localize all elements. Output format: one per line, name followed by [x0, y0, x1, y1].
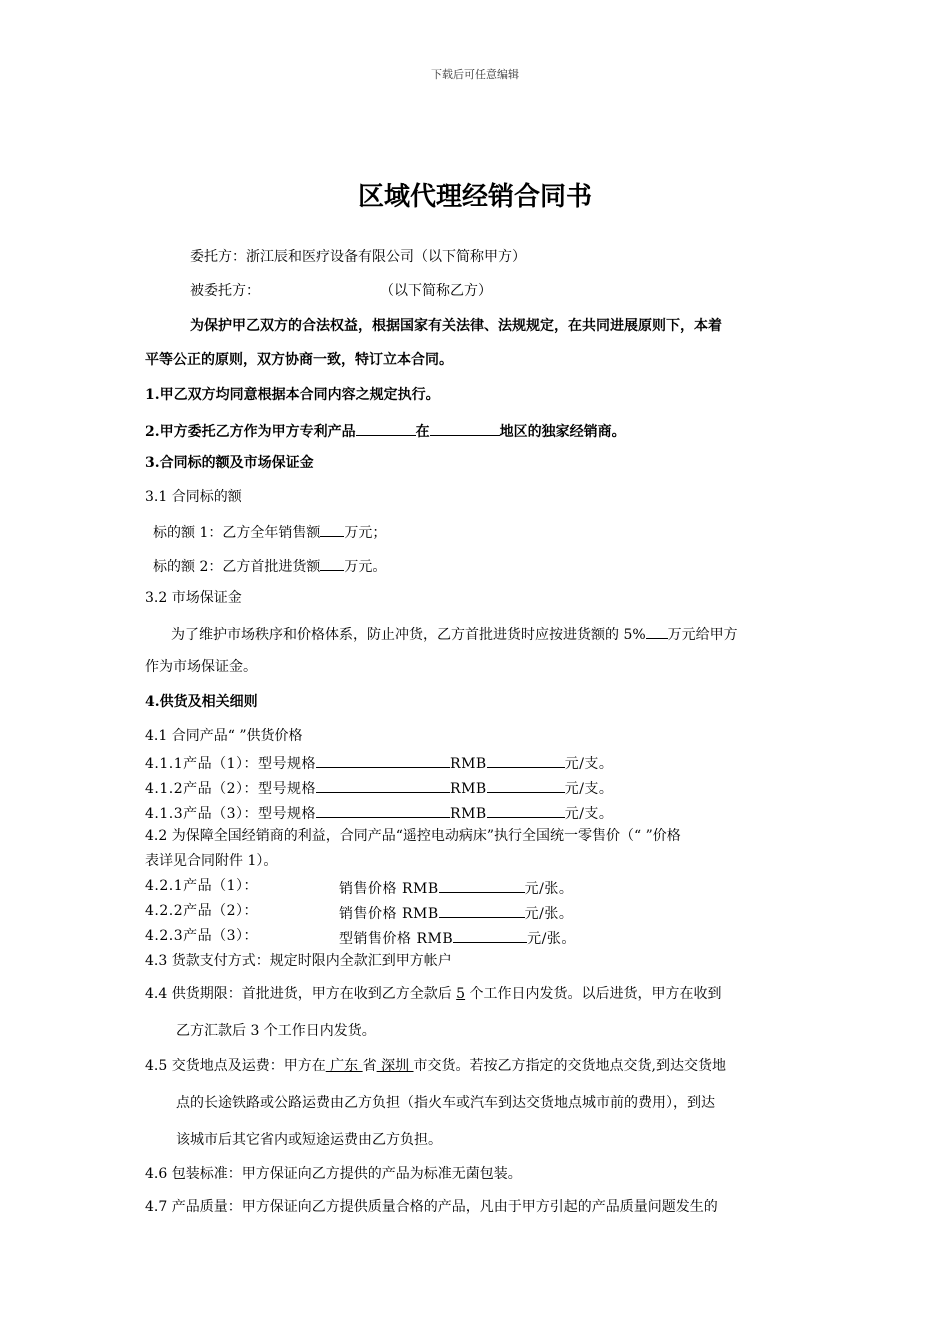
agent-suffix: （以下简称乙方）: [380, 283, 492, 299]
clause-4-heading: 4.供货及相关细则: [145, 694, 258, 710]
clause-2-text-b: 在: [415, 424, 430, 440]
retail-price-1-value: [339, 877, 573, 898]
supply-3-price-blank[interactable]: [487, 802, 565, 818]
clause-4-5-line-1: [145, 1057, 726, 1075]
supply-2-label: 4.1.2产品（2）：型号规格: [145, 781, 317, 797]
target-1-unit: 万元；: [344, 525, 387, 541]
preamble-line-2: 平等公正的原则，双方协商一致，特订立本合同。: [145, 352, 453, 368]
retail-1-price-blank[interactable]: [439, 877, 525, 893]
retail-3-label: 4.2.3产品（3）：: [145, 928, 259, 944]
deposit-line-1: [171, 623, 738, 644]
price-label: 销售价格 RMB: [339, 881, 439, 897]
delivery-text: 4.4 供货期限：首批进货，甲方在收到乙方全款后: [145, 986, 457, 1002]
supply-2-price-blank[interactable]: [487, 777, 565, 793]
clause-2: [145, 420, 626, 441]
clause-4-2-line-2: 表详见合同附件 1）。: [145, 853, 278, 869]
product-blank[interactable]: [356, 420, 416, 436]
client-party: 委托方：浙江辰和医疗设备有限公司（以下简称甲方）: [190, 249, 526, 265]
delivery-place-text: 4.5 交货地点及运费：甲方在: [145, 1058, 326, 1074]
unit-label: 元/张。: [524, 906, 574, 922]
supply-price-2: [145, 777, 613, 798]
deposit-text: 为了维护市场秩序和价格体系，防止冲货，乙方首批进货时应按进货额的 5%: [171, 627, 646, 643]
supply-price-3: [145, 802, 613, 823]
first-order-blank[interactable]: [320, 555, 344, 571]
clause-2-text-c: 地区的独家经销商。: [499, 424, 626, 440]
region-blank[interactable]: [430, 420, 500, 436]
unit-label: 元/支。: [564, 756, 614, 772]
rmb-label: RMB: [450, 756, 487, 772]
model-spec-1-blank[interactable]: [316, 752, 450, 768]
target-2-unit: 万元。: [344, 559, 387, 575]
target-1-label: 标的额 1：乙方全年销售额: [153, 525, 321, 541]
retail-price-3: [145, 927, 258, 945]
clause-4-6: 4.6 包装标准：甲方保证向乙方提供的产品为标准无菌包装。: [145, 1166, 522, 1182]
deposit-line-2: 作为市场保证金。: [145, 659, 257, 675]
clause-2-text-a: 2.甲方委托乙方作为甲方专利产品: [145, 424, 356, 440]
clause-1: 1.甲乙双方均同意根据本合同内容之规定执行。: [145, 387, 440, 403]
supply-1-label: 4.1.1产品（1）：型号规格: [145, 756, 317, 772]
page-header: 下载后可任意编辑: [431, 68, 519, 81]
rmb-label: RMB: [450, 781, 487, 797]
price-label: 型销售价格 RMB: [339, 931, 454, 947]
supply-1-price-blank[interactable]: [487, 752, 565, 768]
supply-3-label: 4.1.3产品（3）：型号规格: [145, 806, 317, 822]
delivery-place-post: 市交货。若按乙方指定的交货地点交货,到达交货地: [413, 1058, 726, 1074]
document-title: 区域代理经销合同书: [357, 182, 592, 212]
model-spec-2-blank[interactable]: [316, 777, 450, 793]
clause-4-5-line-3: 该城市后其它省内或短途运费由乙方负担。: [176, 1132, 442, 1148]
target-2-label: 标的额 2：乙方首批进货额: [153, 559, 321, 575]
clause-4-3: 4.3 货款支付方式：规定时限内全款汇到甲方帐户: [145, 953, 452, 969]
clause-3-heading: 3.合同标的额及市场保证金: [145, 455, 314, 471]
clause-4-2-line-1: 4.2 为保障全国经销商的利益，合同产品“遥控电动病床”执行全国统一零售价（“ ”价格: [145, 828, 681, 844]
clause-3-2: 3.2 市场保证金: [145, 590, 242, 606]
clause-4-4-line-2: 乙方汇款后 3 个工作日内发货。: [176, 1023, 376, 1039]
retail-2-label: 4.2.2产品（2）：: [145, 903, 259, 919]
unit-label: 元/支。: [564, 806, 614, 822]
target-amount-2: [153, 555, 386, 576]
delivery-province: 广东: [325, 1058, 363, 1074]
clause-3-1: 3.1 合同标的额: [145, 489, 242, 505]
unit-label: 元/支。: [564, 781, 614, 797]
target-amount-1: [153, 521, 386, 542]
retail-2-price-blank[interactable]: [439, 902, 525, 918]
unit-label: 元/张。: [524, 881, 574, 897]
delivery-days: 5: [456, 986, 466, 1002]
province-suffix: 省: [362, 1058, 377, 1074]
delivery-text-post: 个工作日内发货。以后进货，甲方在收到: [465, 986, 722, 1002]
supply-price-1: [145, 752, 613, 773]
clause-4-1: 4.1 合同产品“ ”供货价格: [145, 728, 303, 744]
clause-4-4-line-1: [145, 985, 722, 1003]
preamble-line-1: 为保护甲乙双方的合法权益，根据国家有关法律、法规规定，在共同进展原则下，本着: [190, 318, 722, 334]
retail-1-label: 4.2.1产品（1）：: [145, 878, 259, 894]
retail-price-1: [145, 877, 258, 895]
unit-label: 元/张。: [527, 931, 576, 947]
retail-3-price-blank[interactable]: [453, 927, 527, 943]
retail-price-2-value: [339, 902, 573, 923]
retail-price-3-value: [339, 927, 576, 948]
price-label: 销售价格 RMB: [339, 906, 439, 922]
retail-price-2: [145, 902, 258, 920]
annual-sales-blank[interactable]: [320, 521, 344, 537]
delivery-city: 深圳: [376, 1058, 414, 1074]
deposit-unit: 万元给甲方: [667, 627, 738, 643]
deposit-blank[interactable]: [646, 623, 668, 639]
agent-label: 被委托方：: [190, 283, 260, 299]
agent-party: [190, 282, 492, 300]
rmb-label: RMB: [450, 806, 487, 822]
clause-4-5-line-2: 点的长途铁路或公路运费由乙方负担（指火车或汽车到达交货地点城市前的费用），到达: [176, 1095, 715, 1111]
model-spec-3-blank[interactable]: [316, 802, 450, 818]
clause-4-7: 4.7 产品质量：甲方保证向乙方提供质量合格的产品，凡由于甲方引起的产品质量问题发生的: [145, 1199, 718, 1215]
